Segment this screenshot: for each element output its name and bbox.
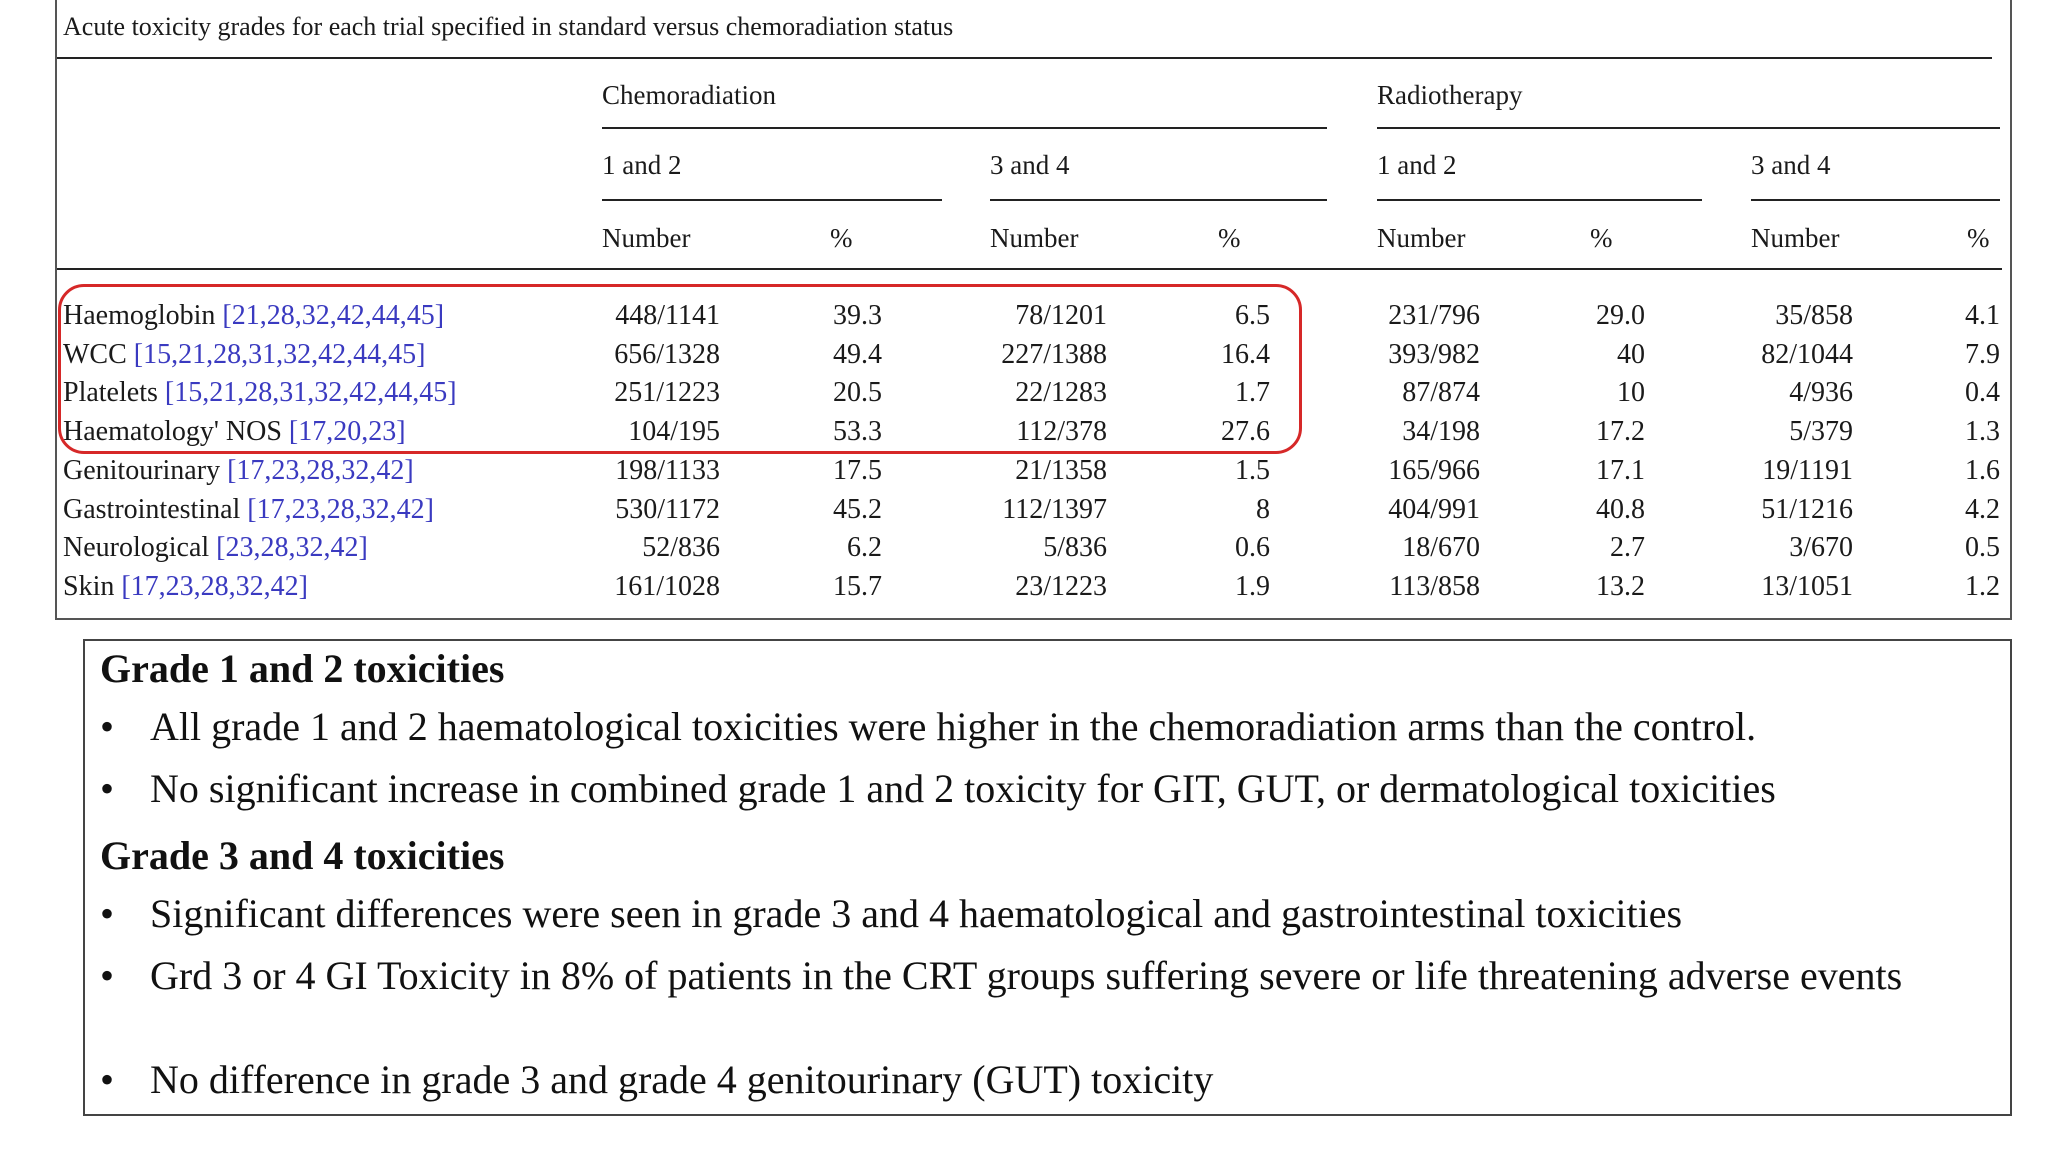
- table-cell: 51/1216: [1761, 493, 1853, 525]
- table-cell: 8: [1256, 493, 1270, 525]
- table-cell: 53.3: [833, 416, 882, 448]
- table-cell: 7.9: [1965, 338, 2000, 370]
- table-cell: 49.4: [833, 338, 882, 370]
- table-cell: 1.3: [1965, 416, 2000, 448]
- table-row-label: [63, 455, 414, 487]
- subgroup-radio-3-4: 3 and 4: [1751, 150, 1831, 180]
- table-cell: 17.5: [833, 454, 882, 486]
- table-cell: 0.6: [1235, 532, 1270, 564]
- table-cell: 29.0: [1596, 300, 1645, 331]
- table-cell: 656/1328: [614, 338, 720, 370]
- bullet-text: Grd 3 or 4 GI Toxicity in 8% of patients in the CRT groups suffering severe or life threatening adverse events: [150, 953, 1903, 998]
- table-cell: 6.2: [847, 532, 882, 564]
- table-cell: 4.1: [1965, 300, 2000, 331]
- table-cell: 5/379: [1789, 416, 1853, 448]
- table-cell: 45.2: [833, 493, 882, 525]
- subgroup-rule-1: [602, 199, 942, 201]
- col-header-number: Number: [1377, 223, 1466, 253]
- table-cell: 17.1: [1596, 454, 1645, 486]
- bullet-text: All grade 1 and 2 haematological toxicities were higher in the chemoradiation arms than the control.: [150, 704, 1757, 749]
- grade-1-2-title: Grade 1 and 2 toxicities: [100, 646, 505, 691]
- table-cell: 0.4: [1965, 377, 2000, 409]
- bullet-icon: •: [100, 766, 115, 811]
- table-cell: 1.9: [1235, 570, 1270, 602]
- subgroup-chemo-3-4: 3 and 4: [990, 150, 1070, 180]
- table-cell: 40: [1617, 338, 1645, 370]
- subgroup-chemo-1-2: 1 and 2: [602, 150, 682, 180]
- table-cell: 19/1191: [1762, 454, 1853, 486]
- col-header-percent: %: [1590, 223, 1613, 253]
- subgroup-radio-1-2: 1 and 2: [1377, 150, 1457, 180]
- table-cell: 13.2: [1596, 570, 1645, 602]
- table-cell: 1.2: [1965, 570, 2000, 602]
- table-cell: 15.7: [833, 570, 882, 602]
- bullet-text: No difference in grade 3 and grade 4 genitourinary (GUT) toxicity: [150, 1057, 1214, 1102]
- row-reference-link[interactable]: [17,23,28,32,42]: [227, 454, 414, 486]
- table-cell: 16.4: [1221, 338, 1270, 370]
- row-reference-link[interactable]: [17,20,23]: [288, 416, 406, 448]
- col-header-number: Number: [990, 223, 1079, 253]
- bullet-text: Significant differences were seen in grade 3 and 4 haematological and gastrointestinal toxicities: [150, 891, 1683, 936]
- table-cell: 165/966: [1388, 454, 1480, 486]
- table-cell: 20.5: [833, 377, 882, 409]
- table-cell: 112/1397: [1002, 493, 1107, 525]
- table-cell: 198/1133: [615, 454, 720, 486]
- row-reference-link[interactable]: [23,28,32,42]: [216, 532, 368, 564]
- row-reference-link[interactable]: [17,23,28,32,42]: [247, 493, 434, 525]
- bullet-icon: •: [100, 953, 115, 998]
- group-rule-radiotherapy: [1377, 127, 2000, 129]
- row-reference-link[interactable]: [17,23,28,32,42]: [121, 570, 309, 602]
- subgroup-rule-3: [1377, 199, 1702, 201]
- table-row-label: [63, 571, 308, 603]
- col-header-percent: %: [830, 223, 853, 253]
- table-cell: 393/982: [1388, 338, 1480, 370]
- table-cell: 231/796: [1388, 300, 1480, 331]
- bullet-icon: •: [100, 1057, 115, 1102]
- header-rule: [57, 268, 2002, 270]
- table-cell: 0.5: [1965, 532, 2000, 564]
- row-name: Haematology' NOS: [63, 416, 282, 448]
- table-cell: 35/858: [1775, 300, 1853, 331]
- bullet-text: No significant increase in combined grade 1 and 2 toxicity for GIT, GUT, or dermatological toxicities: [150, 766, 1776, 811]
- table-row-label: [63, 532, 368, 564]
- row-name: Skin: [63, 570, 115, 602]
- table-caption: Acute toxicity grades for each trial specified in standard versus chemoradiation status: [63, 12, 954, 41]
- table-cell: 17.2: [1596, 416, 1645, 448]
- group-header-radiotherapy: Radiotherapy: [1377, 80, 1523, 110]
- table-cell: 104/195: [628, 416, 720, 448]
- row-name: Haemoglobin: [63, 300, 216, 331]
- table-cell: 404/991: [1388, 493, 1480, 525]
- table-cell: 10: [1617, 377, 1645, 409]
- bullet-icon: •: [100, 704, 115, 749]
- table-cell: 4.2: [1965, 493, 2000, 525]
- summary-box: [83, 639, 2012, 1116]
- caption-rule: [57, 57, 1992, 59]
- table-cell: 40.8: [1596, 493, 1645, 525]
- table-cell: 161/1028: [614, 570, 720, 602]
- table-cell: 27.6: [1221, 416, 1270, 448]
- row-reference-link[interactable]: [15,21,28,31,32,42,44,45]: [133, 338, 426, 370]
- table-cell: 112/378: [1016, 416, 1107, 448]
- table-cell: 530/1172: [615, 493, 720, 525]
- row-name: Platelets: [63, 377, 158, 409]
- table-cell: 34/198: [1402, 416, 1480, 448]
- table-cell: 2.7: [1610, 532, 1645, 564]
- table-cell: 23/1223: [1015, 570, 1107, 602]
- table-cell: 87/874: [1402, 377, 1480, 409]
- group-rule-chemoradiation: [602, 127, 1327, 129]
- table-cell: 52/836: [642, 532, 720, 564]
- group-header-chemoradiation: Chemoradiation: [602, 80, 776, 110]
- highlight-haematological-rows: [58, 284, 1302, 454]
- table-cell: 6.5: [1235, 300, 1270, 331]
- col-header-percent: %: [1218, 223, 1241, 253]
- bullet-icon: •: [100, 891, 115, 936]
- subgroup-rule-4: [1751, 199, 2000, 201]
- table-cell: 18/670: [1402, 532, 1480, 564]
- table-cell: 3/670: [1789, 532, 1853, 564]
- row-reference-link[interactable]: [21,28,32,42,44,45]: [222, 300, 445, 331]
- table-cell: 13/1051: [1761, 570, 1853, 602]
- table-cell: 78/1201: [1015, 300, 1107, 331]
- grade-3-4-title: Grade 3 and 4 toxicities: [100, 833, 505, 878]
- table-cell: 1.7: [1235, 377, 1270, 409]
- table-cell: 21/1358: [1015, 454, 1107, 486]
- table-cell: 39.3: [833, 300, 882, 331]
- row-reference-link[interactable]: [15,21,28,31,32,42,44,45]: [164, 377, 457, 409]
- table-cell: 82/1044: [1761, 338, 1853, 370]
- row-name: Genitourinary: [63, 454, 221, 486]
- table-cell: 4/936: [1789, 377, 1853, 409]
- table-cell: 251/1223: [614, 377, 720, 409]
- col-header-number: Number: [1751, 223, 1840, 253]
- subgroup-rule-2: [990, 199, 1327, 201]
- row-name: WCC: [63, 338, 127, 370]
- table-cell: 448/1141: [615, 300, 720, 331]
- table-cell: 227/1388: [1001, 338, 1107, 370]
- table-cell: 5/836: [1043, 532, 1107, 564]
- table-cell: 1.5: [1235, 454, 1270, 486]
- table-row-label: [63, 494, 434, 526]
- table-cell: 1.6: [1965, 454, 2000, 486]
- table-cell: 22/1283: [1015, 377, 1107, 409]
- toxicity-table: [55, 0, 2012, 620]
- table-cell: 113/858: [1389, 570, 1480, 602]
- col-header-percent: %: [1967, 223, 1990, 253]
- row-name: Neurological: [63, 532, 210, 564]
- row-name: Gastrointestinal: [63, 493, 241, 525]
- col-header-number: Number: [602, 223, 691, 253]
